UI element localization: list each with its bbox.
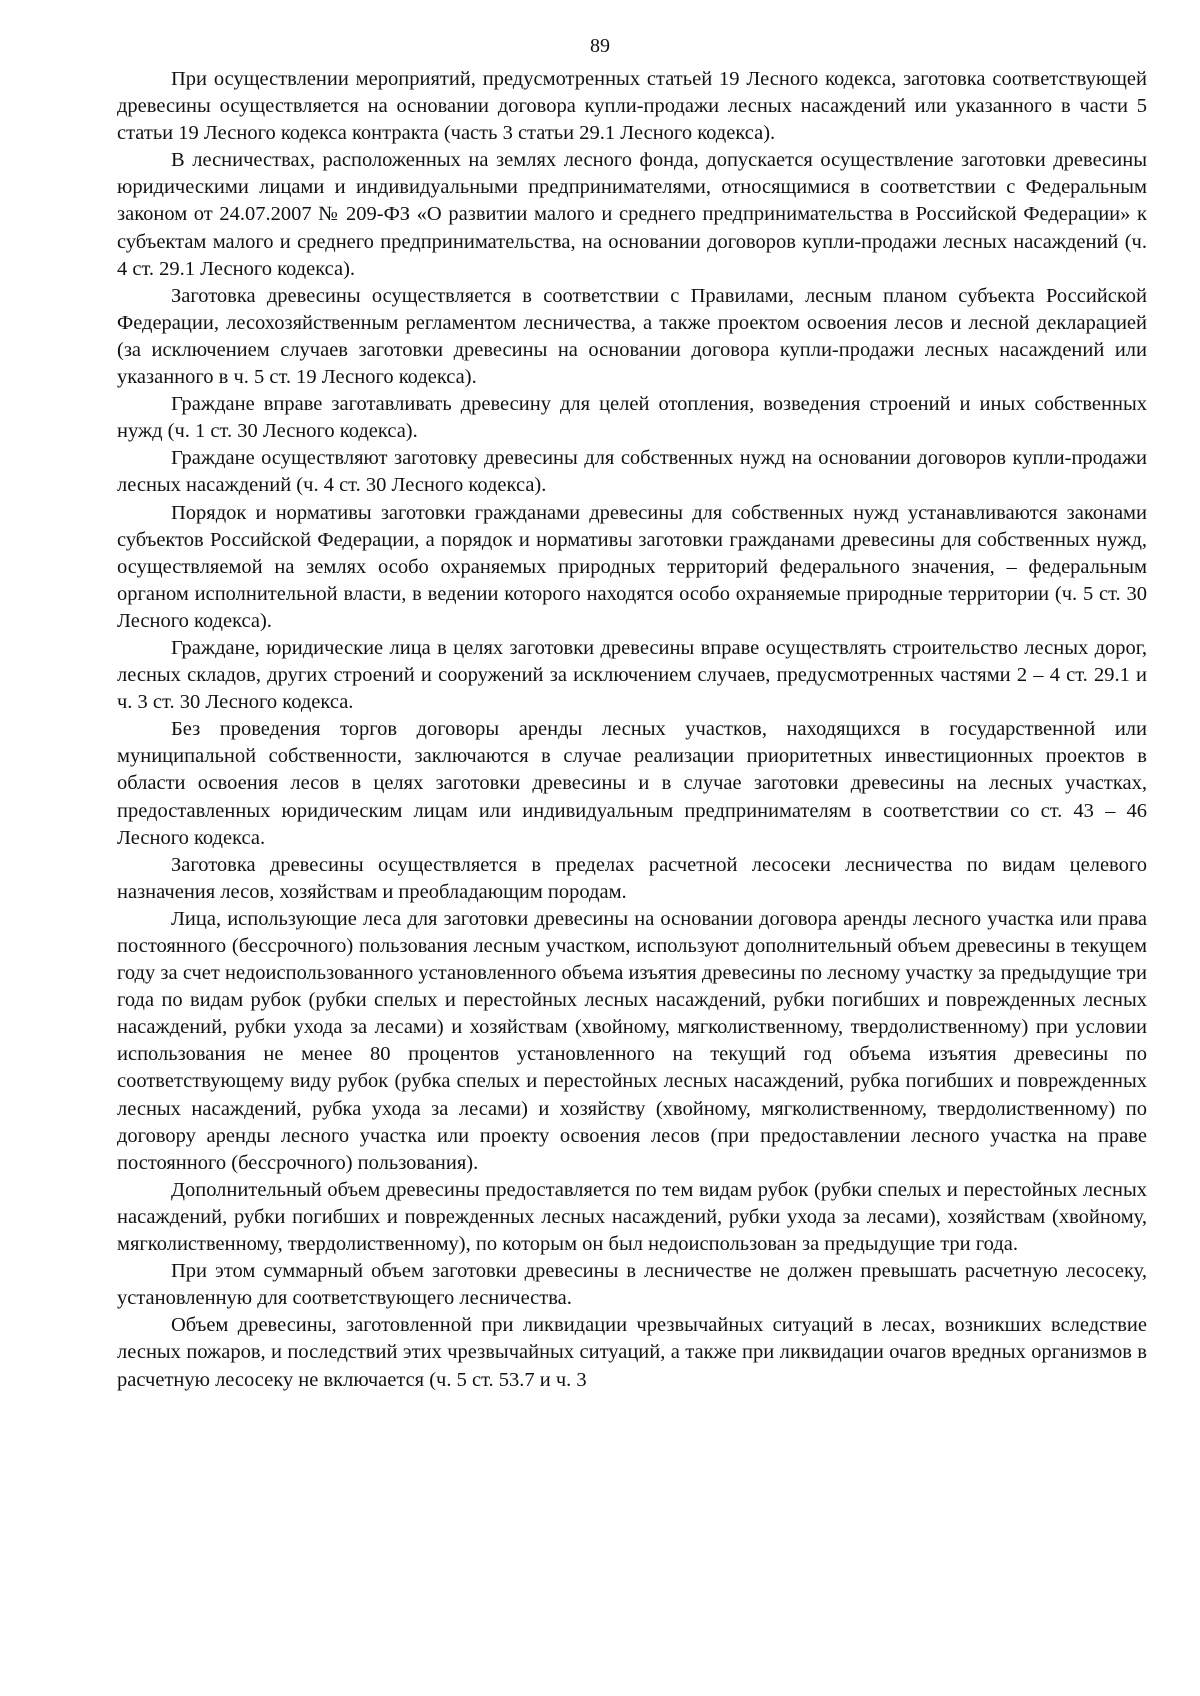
paragraph-8: Без проведения торгов договоры аренды лесных участков, находящихся в государственной или муниципальной собственности, заключаются в случае реализации приоритетных инвестиционных проектов в области освоения лесов в целях заготовки древесины и в случае заготовки древесины на лесных участках, предоставленных юридическим лицам или индивидуальным предпринимателям в соответствии со ст. 43 – 46 Лесного кодекса. <box>117 718 1147 849</box>
paragraph-4: Граждане вправе заготавливать древесину для целей отопления, возведения строений и иных собственных нужд (ч. 1 ст. 30 Лесного кодекса). <box>117 393 1147 443</box>
paragraph-3: Заготовка древесины осуществляется в соответствии с Правилами, лесным планом субъекта Российской Федерации, лесохозяйственным регламентом лесничества, а также проектом освоения лесов и лесной декларацией (за исключением случаев заготовки древесины на основании договора купли-продажи лесных насаждений или указанного в ч. 5 ст. 19 Лесного кодекса). <box>117 284 1147 389</box>
paragraph-7: Граждане, юридические лица в целях заготовки древесины вправе осуществлять строительство лесных дорог, лесных складов, других строений и сооружений за исключением случаев, предусмотренных частями 2 – 4 ст. 29.1 и ч. 3 ст. 30 Лесного кодекса. <box>117 636 1147 714</box>
paragraph-10: Лица, использующие леса для заготовки древесины на основании договора аренды лесного участка или права постоянного (бессрочного) пользования лесным участком, используют дополнительный объем древесины в текущем году за счет недоиспользованного установленного объема изъятия древесины по лесному участку за предыдущие три года по видам рубок (рубки спелых и перестойных лесных насаждений, рубки погибших и поврежденных лесных насаждений, рубки ухода за лесами) и хозяйствам (хвойному, мягколиственному, твердолиственному) при условии использования не менее 80 процентов установленного на текущий год объема изъятия древесины по соответствующему виду рубок (рубка спелых и перестойных лесных насаждений, рубка погибших и поврежденных лесных насаждений, рубка ухода за лесами) и хозяйству (хвойному, мягколиственному, твердолиственному) по договору аренды лесного участка или проекту освоения лесов (при предоставлении лесного участка на праве постоянного (бессрочного) пользования). <box>117 907 1147 1174</box>
paragraph-5: Граждане осуществляют заготовку древесины для собственных нужд на основании договоров купли-продажи лесных насаждений (ч. 4 ст. 30 Лесного кодекса). <box>117 447 1147 497</box>
paragraph-9: Заготовка древесины осуществляется в пределах расчетной лесосеки лесничества по видам целевого назначения лесов, хозяйствам и преобладающим породам. <box>117 853 1147 903</box>
paragraph-1: При осуществлении мероприятий, предусмотренных статьей 19 Лесного кодекса, заготовка соответствующей древесины осуществляется на основании договора купли-продажи лесных насаждений или указанного в части 5 статьи 19 Лесного кодекса контракта (часть 3 статьи 29.1 Лесного кодекса). <box>117 68 1147 145</box>
paragraph-2: В лесничествах, расположенных на землях лесного фонда, допускается осуществление заготовки древесины юридическими лицами и индивидуальными предпринимателями, относящимися в соответствии с Федеральным законом от 24.07.2007 № 209-ФЗ «О развитии малого и среднего предпринимательства в Российской Федерации» к субъектам малого и среднего предпринимательства, на основании договоров купли-продажи лесных насаждений (ч. 4 ст. 29.1 Лесного кодекса). <box>117 149 1147 280</box>
paragraph-12: При этом суммарный объем заготовки древесины в лесничестве не должен превышать расчетную лесосеку, установленную для соответствующего лесничества. <box>117 1260 1147 1310</box>
paragraph-13: Объем древесины, заготовленной при ликвидации чрезвычайных ситуаций в лесах, возникших вследствие лесных пожаров, и последствий этих чрезвычайных ситуаций, а также при ликвидации очагов вредных организмов в расчетную лесосеку не включается (ч. 5 ст. 53.7 и ч. 3 <box>117 1314 1147 1391</box>
paragraph-11: Дополнительный объем древесины предоставляется по тем видам рубок (рубки спелых и перестойных лесных насаждений, рубки погибших и поврежденных лесных насаждений, рубки ухода за лесами), хозяйствам (хвойному, мягколиственному, твердолиственному), по которым он был недоиспользован за предыдущие три года. <box>117 1178 1147 1256</box>
document-body <box>117 66 1147 1394</box>
page-number: 89 <box>590 35 610 57</box>
paragraph-6: Порядок и нормативы заготовки гражданами древесины для собственных нужд устанавливаются законами субъектов Российской Федерации, а порядок и нормативы заготовки гражданами древесины для собственных нужд, осуществляемой на землях особо охраняемых природных территорий федерального значения, – федеральным органом исполнительной власти, в ведении которого находятся особо охраняемые природные территории (ч. 5 ст. 30 Лесного кодекса). <box>117 501 1147 632</box>
